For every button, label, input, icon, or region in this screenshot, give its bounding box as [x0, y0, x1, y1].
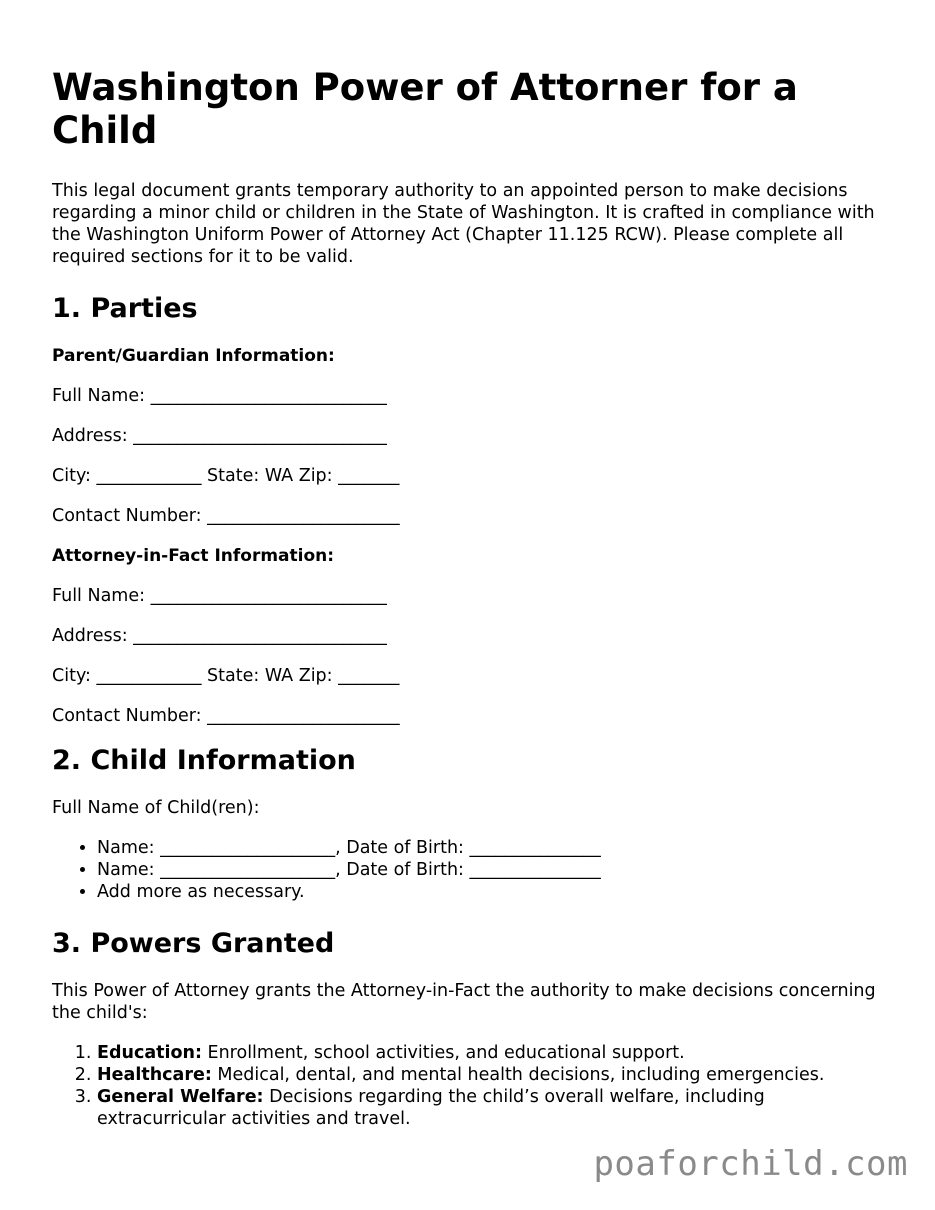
section-child-information	[52, 745, 892, 903]
parties-heading: 1. Parties	[52, 293, 198, 324]
powers-list	[52, 1042, 892, 1130]
child-info-heading: 2. Child Information	[52, 745, 356, 776]
document-page	[52, 66, 892, 1155]
power-healthcare	[97, 1064, 892, 1086]
attorney-address-field: Address: _____________________________	[52, 626, 387, 646]
watermark: poaforchild.com	[593, 1144, 908, 1184]
child-entry-2: • Name: ____________________, Date of Birth: _______________	[97, 859, 892, 881]
parent-info-label: Parent/Guardian Information:	[52, 346, 335, 366]
attorney-city-state-zip-field: City: ____________ State: WA Zip: _______	[52, 666, 400, 686]
section-powers-granted	[52, 928, 892, 1130]
power-text: Medical, dental, and mental health decisions, including emergencies.	[211, 1065, 825, 1085]
power-term: Education:	[97, 1043, 202, 1063]
power-term: General Welfare:	[97, 1087, 264, 1107]
powers-heading: 3. Powers Granted	[52, 928, 335, 959]
attorney-full-name-field: Full Name: ___________________________	[52, 586, 387, 606]
power-text: Enrollment, school activities, and educational support.	[201, 1043, 685, 1063]
power-general-welfare	[97, 1086, 892, 1130]
child-entry-1: • Name: ____________________, Date of Birth: _______________	[97, 837, 892, 859]
attorney-contact-field: Contact Number: ______________________	[52, 706, 400, 726]
child-names-lead: Full Name of Child(ren):	[52, 798, 260, 818]
parent-contact-field: Contact Number: ______________________	[52, 506, 400, 526]
attorney-info-label: Attorney-in-Fact Information:	[52, 546, 335, 566]
parent-full-name-field: Full Name: ___________________________	[52, 386, 387, 406]
section-parties	[52, 293, 892, 727]
powers-lead: This Power of Attorney grants the Attorney-in-Fact the authority to make decisions concerning the child's:	[52, 981, 876, 1023]
intro-paragraph: This legal document grants temporary authority to an appointed person to make decisions regarding a minor child or children in the State of Washington. It is crafted in compliance with the Washington Uniform Power of Attorney Act (Chapter 11.125 RCW). Please complete all required sections for it to be valid.	[52, 181, 875, 267]
power-text: Decisions regarding the child’s overall welfare, including extracurricular activities and travel.	[97, 1087, 765, 1129]
child-list	[52, 837, 892, 903]
power-education	[97, 1042, 892, 1064]
child-entry-more: • Add more as necessary.	[97, 881, 892, 903]
parent-city-state-zip-field: City: ____________ State: WA Zip: _______	[52, 466, 400, 486]
parent-address-field: Address: _____________________________	[52, 426, 387, 446]
power-term: Healthcare:	[97, 1065, 212, 1085]
document-title: Washington Power of Attorner for a Child	[52, 66, 798, 152]
